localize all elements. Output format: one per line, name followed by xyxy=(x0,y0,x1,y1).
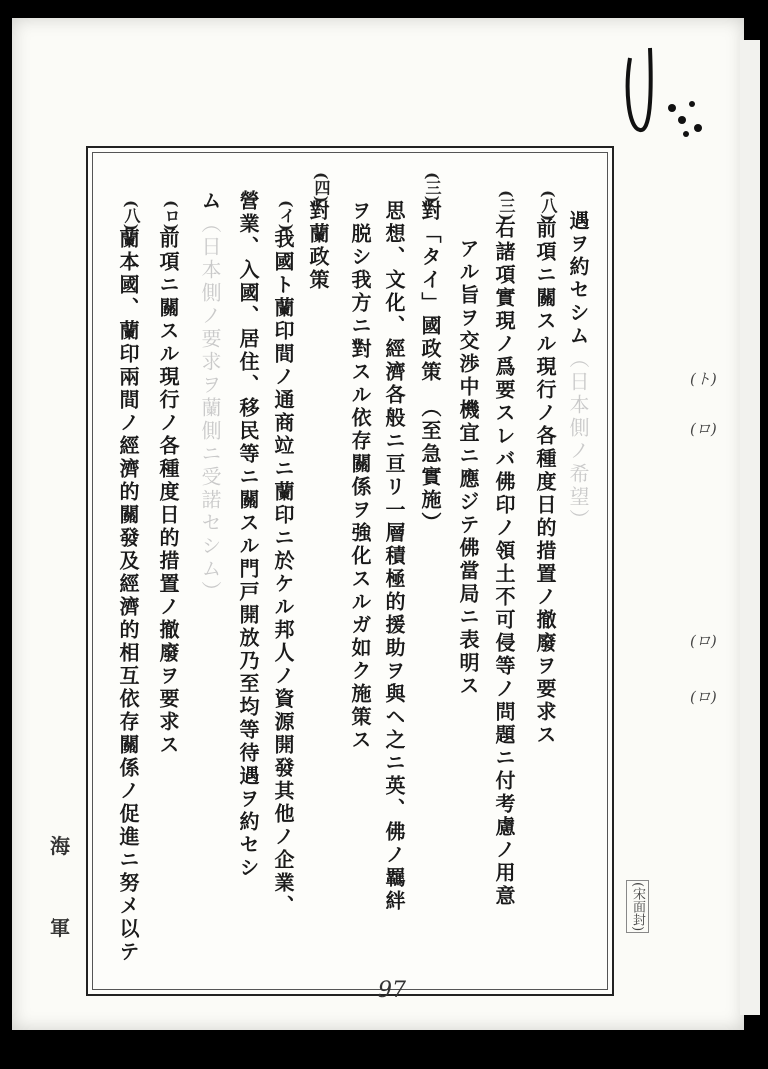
text-column-8: 對蘭政策 xyxy=(306,200,330,292)
column-faint-text: （日本側ノ要求ヲ蘭側ニ受諾セシム） xyxy=(198,213,222,604)
item-label: (四) xyxy=(312,172,331,204)
text-column-6: 思想、文化、經濟各般ニ亘リ一層積極的援助ヲ與ヘ之ニ英、佛ノ羈絆 xyxy=(382,200,406,913)
item-label: (イ) xyxy=(277,200,296,232)
text-column-10: 營業、入國、居住、移民等ニ關スル門戸開放乃至均等待遇ヲ約セシ xyxy=(236,190,260,880)
text-column-9: 我國ト蘭印間ノ通商竝ニ蘭印ニ於ケル邦人ノ資源開發其他ノ企業、 xyxy=(271,228,295,918)
text-column-7: ヲ脱シ我方ニ對スル依存關係ヲ強化スルガ如ク施策ス xyxy=(348,200,372,752)
small-stamp: (宋面封) xyxy=(626,880,649,933)
item-label: (八) xyxy=(539,190,558,222)
text-column-12: 前項ニ關スル現行ノ各種度日的措置ノ撤廢ヲ要求ス xyxy=(156,228,180,757)
text-column-11 xyxy=(200,190,220,604)
item-label: (八) xyxy=(122,200,141,232)
text-column-2: 前項ニ關スル現行ノ各種度日的措置ノ撤廢ヲ要求ス xyxy=(533,218,557,747)
text-column-1 xyxy=(568,210,588,532)
margin-note: (ト) xyxy=(690,370,717,388)
item-label: (三) xyxy=(497,190,516,222)
text-column-13: 蘭本國、蘭印兩間ノ經濟的關發及經濟的相互依存關係ノ促進ニ努メ以テ xyxy=(116,228,140,964)
margin-note: (ロ) xyxy=(690,420,717,438)
side-character: 海 xyxy=(50,834,70,858)
side-character: 軍 xyxy=(50,916,70,940)
column-text: ム xyxy=(198,190,222,213)
column-faint-text: （日本側ノ希望） xyxy=(566,348,590,532)
item-label: (三) xyxy=(423,172,442,204)
item-label: (ロ) xyxy=(162,200,181,232)
text-column-4: アル旨ヲ交渉中機宜ニ應ジテ佛當局ニ表明ス xyxy=(456,238,480,698)
text-column-5: 對「タイ」國政策 （至急實施） xyxy=(418,200,442,535)
column-text: 遇ヲ約セシム xyxy=(566,210,590,348)
paper-edge xyxy=(740,40,760,1015)
text-column-3: 右諸項實現ノ爲要スレバ佛印ノ領土不可侵等ノ問題ニ付考慮ノ用意 xyxy=(492,218,516,908)
margin-note: (ロ) xyxy=(690,688,717,706)
page-number: 97 xyxy=(378,978,406,1003)
margin-note: (ロ) xyxy=(690,632,717,650)
handwritten-mark xyxy=(620,38,710,138)
